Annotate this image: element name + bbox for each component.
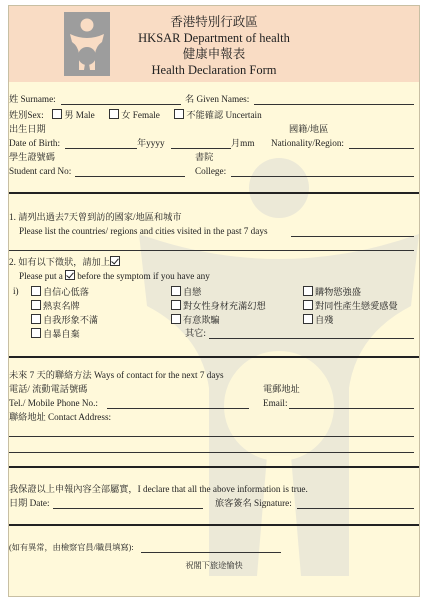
dob-month-field[interactable] — [171, 148, 231, 149]
official-use-field[interactable] — [141, 552, 281, 553]
address-line-1[interactable] — [9, 436, 414, 437]
symptom-checkbox[interactable] — [31, 328, 41, 338]
symptom-option[interactable] — [171, 286, 201, 298]
female-label: 女 Female — [121, 110, 160, 120]
symptom-label: 自戀 — [183, 287, 202, 297]
footer-wish: 祝閣下旅途愉快 — [185, 561, 243, 570]
student-card-field[interactable] — [75, 176, 185, 177]
female-checkbox[interactable] — [109, 109, 119, 119]
symptom-label: 購物慾強盛 — [315, 287, 361, 297]
phone-label-zh: 電話/ 流動電話號碼 — [9, 384, 88, 394]
symptom-checkbox[interactable] — [303, 314, 313, 324]
address-line-2[interactable] — [9, 452, 414, 453]
symptom-label: 自殘 — [315, 315, 334, 325]
email-label: Email: — [263, 398, 288, 408]
symptom-label: 熱衷名牌 — [43, 301, 80, 311]
dob-label-zh: 出生日期 — [9, 124, 46, 134]
symptom-option[interactable] — [31, 328, 80, 340]
header-title-zh: 香港特別行政區 — [170, 15, 258, 29]
q1-prompt: Please list the countries/ regions and cities visited in the past 7 days — [19, 226, 268, 236]
symptom-checkbox[interactable] — [31, 314, 41, 324]
symptom-label: 自我形象不滿 — [43, 315, 99, 325]
dob-year-unit: 年yyyy — [137, 138, 165, 148]
symptom-checkbox[interactable] — [171, 300, 181, 310]
q2-prompt-b: before the symptom if you have any — [77, 271, 210, 281]
symptom-label: 對女性身材充滿幻想 — [183, 301, 266, 311]
symptom-checkbox[interactable] — [303, 286, 313, 296]
symptom-option[interactable] — [31, 286, 89, 298]
uncertain-checkbox[interactable] — [174, 109, 184, 119]
section-divider — [9, 356, 419, 358]
symptom-checkbox[interactable] — [31, 300, 41, 310]
phone-field[interactable] — [107, 408, 249, 409]
symptom-label: 對同性產生戀愛感覺 — [315, 301, 398, 311]
symptom-option[interactable] — [303, 314, 333, 326]
q1-title: 1. 請列出過去7天曾到訪的國家/地區和城市 — [9, 212, 182, 222]
given-names-label: 名 Given Names: — [185, 94, 250, 104]
symptom-option[interactable] — [31, 300, 80, 312]
sex-row — [9, 109, 262, 121]
symptom-option[interactable] — [303, 286, 361, 298]
official-use-label: (如有異常，由檢察官員/職員填寫): — [9, 543, 134, 552]
dob-year-field[interactable] — [65, 148, 137, 149]
student-card-label-zh: 學生證號碼 — [9, 152, 55, 162]
declaration-text: 我保證以上申報內容全部屬實，I declare that all the above information is true. — [9, 484, 308, 494]
health-declaration-form — [8, 5, 420, 597]
email-label-zh: 電郵地址 — [263, 384, 300, 394]
email-field[interactable] — [289, 408, 414, 409]
q2-title-row — [9, 256, 122, 268]
date-field[interactable] — [53, 508, 203, 509]
college-field[interactable] — [231, 176, 414, 177]
q2-title: 2. 如有以下徵狀，請加上 — [9, 257, 111, 267]
section-divider — [9, 466, 419, 468]
q2-roman-numeral: i) — [13, 286, 19, 296]
section-divider — [9, 192, 419, 194]
form-header — [9, 6, 419, 82]
symptom-checkbox[interactable] — [171, 286, 181, 296]
dob-month-unit: 月mm — [231, 138, 255, 148]
header-form-title-en: Health Declaration Form — [151, 63, 277, 77]
male-checkbox[interactable] — [52, 109, 62, 119]
male-label: 男 Male — [64, 110, 95, 120]
check-sample-icon — [110, 256, 120, 266]
date-label: 日期 Date: — [9, 498, 50, 508]
given-names-field[interactable] — [254, 104, 414, 105]
sex-label: 姓別Sex: — [9, 110, 44, 120]
surname-label: 姓 Surname: — [9, 94, 56, 104]
dob-label: Date of Birth: — [9, 138, 61, 148]
symptom-label: 自信心低落 — [43, 287, 89, 297]
q2-prompt-a: Please put a — [19, 271, 63, 281]
other-symptom-field[interactable] — [209, 338, 414, 339]
college-label-zh: 書院 — [195, 152, 214, 162]
symptom-option[interactable] — [171, 314, 220, 326]
student-card-label: Student card No: — [9, 166, 72, 176]
symptom-option[interactable] — [31, 314, 98, 326]
surname-field[interactable] — [61, 104, 181, 105]
q1-answer-line-2[interactable] — [9, 250, 414, 251]
other-symptom-label: 其它: — [185, 328, 206, 338]
nationality-label: Nationality/Region: — [271, 138, 344, 148]
symptom-label: 自暴自棄 — [43, 329, 80, 339]
signature-label: 旅客簽名 Signature: — [215, 498, 292, 508]
nationality-label-zh: 國籍/地區 — [289, 124, 329, 134]
college-label: College: — [195, 166, 227, 176]
symptom-checkbox[interactable] — [303, 300, 313, 310]
phone-label: Tel./ Mobile Phone No.: — [9, 398, 98, 408]
check-sample-icon — [65, 270, 75, 280]
contact-title: 未來 7 天的聯絡方法 Ways of contact for the next 7 days — [9, 370, 224, 380]
section-divider — [9, 524, 419, 526]
header-form-title-zh: 健康申報表 — [182, 47, 246, 61]
symptom-checkbox[interactable] — [31, 286, 41, 296]
symptom-label: 有意欺騙 — [183, 315, 220, 325]
header-department: HKSAR Department of health — [138, 31, 290, 45]
symptom-option[interactable] — [303, 300, 398, 312]
nationality-field[interactable] — [349, 148, 414, 149]
symptom-checkbox[interactable] — [171, 314, 181, 324]
symptom-option[interactable] — [171, 300, 266, 312]
uncertain-label: 不能確認 Uncertain — [186, 110, 262, 120]
q1-answer-field[interactable] — [291, 236, 414, 237]
address-label: 聯絡地址 Contact Address: — [9, 412, 112, 422]
signature-field[interactable] — [297, 508, 414, 509]
q2-prompt-row — [19, 270, 210, 282]
